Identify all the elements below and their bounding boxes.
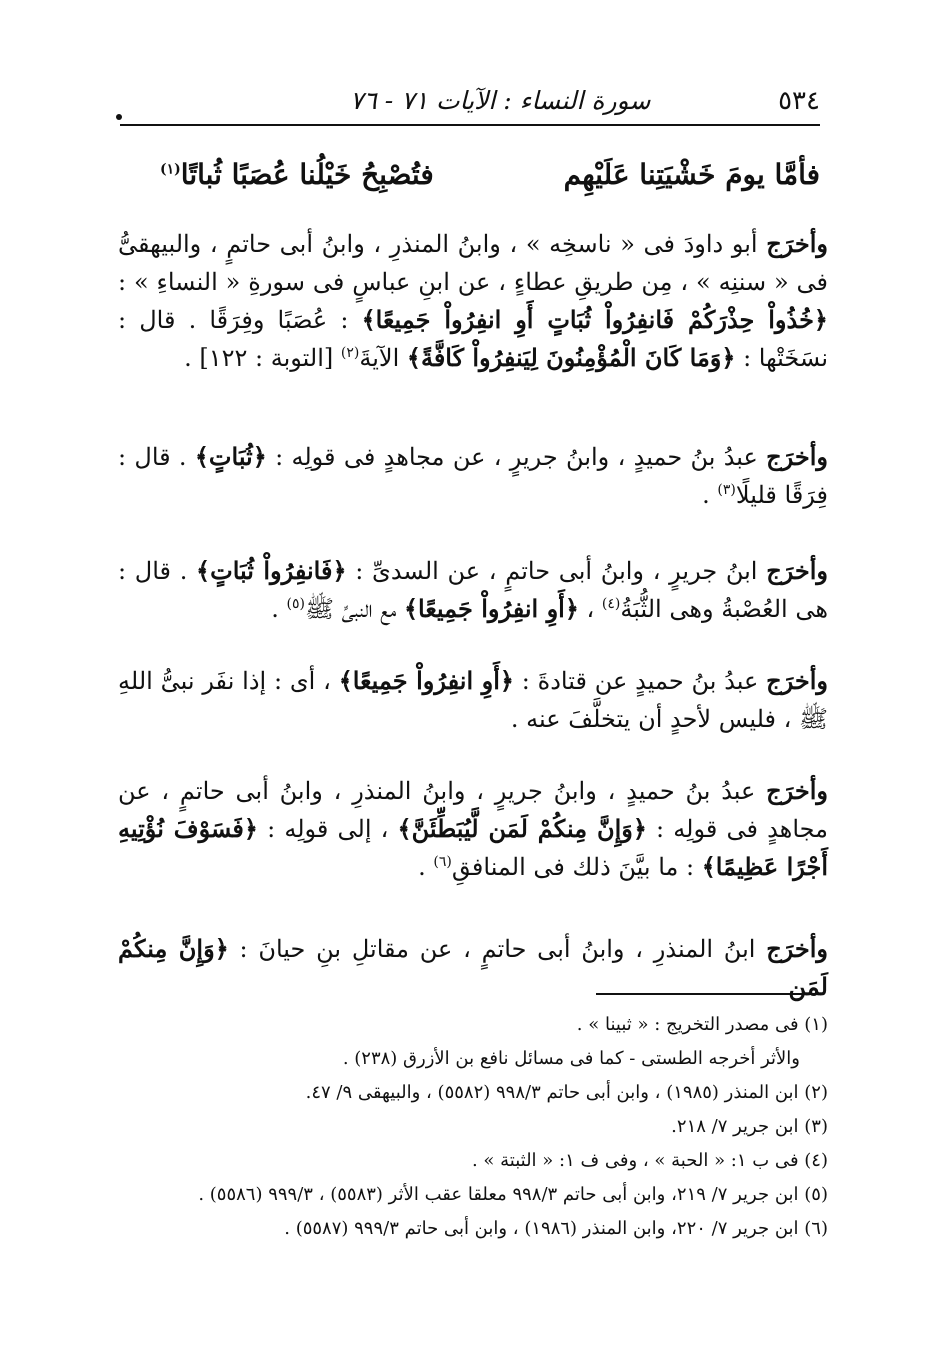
page-number: ٥٣٤ (778, 86, 820, 116)
paragraph (118, 662, 828, 738)
poem-verse (160, 158, 820, 208)
verse-second-hemistich: فتُصْبِحُ خَيْلُنا عُصَبًا ثُباتًا$^{(١)}$ (160, 158, 434, 191)
paragraph-text: [التوبة : ١٢٢] . (184, 344, 341, 372)
footnote: (٢) ابن المنذر (١٩٨٥) ، وابن أبى حاتم ٩٩٨/٣ (٥٥٨٢) ، والبيهقى ٩/ ٤٧. (305, 1082, 828, 1103)
paragraph-text: : ما بيَّنَ ذلك فى المنافقِ (451, 853, 702, 881)
quran-quote: ﴿ثُبَاتٍ﴾ (194, 442, 267, 471)
quran-quote: ﴿وَإِنَّ مِنكُمْ لَمَن لَّيُبَطِّئَنَّ﴾ (397, 814, 647, 843)
running-title: سورة النساء : الآيات ٧١ - ٧٦ (350, 86, 651, 115)
quran-quote: ﴿خُذُواْ حِذْرَكُمْ فَانفِرُواْ ثُبَاتٍ أَوِ انفِرُواْ جَمِيعًا﴾ (361, 305, 828, 334)
paragraph-text: مع النبىِّ ﷺ (305, 595, 404, 623)
paragraph-text: أبو داودَ فى « ناسخِه » ، وابنُ المنذرِ ، وابنُ أبى حاتمٍ ، والبيهقىُّ فى « سننِه » ، مِن طريقِ عطاءٍ ، عن ابنِ عباسٍ فى سورةِ « النساءِ » : (118, 230, 828, 296)
footnote: (٣) ابن جرير ٧/ ٢١٨. (671, 1116, 828, 1137)
paragraph-text: . قال : هى العُصْبةُ وهى الثُّبَةُ (118, 557, 828, 623)
paragraph-text: ابنُ المنذرِ ، وابنُ أبى حاتمٍ ، عن مقاتلِ بنِ حيانَ : (228, 935, 767, 963)
header-dot (116, 114, 122, 120)
footnote-ref: (٢) (340, 345, 360, 361)
paragraph-lead: وأخرَج (766, 934, 829, 963)
paragraph-text: ، (578, 595, 602, 623)
footnote-separator (596, 993, 822, 995)
paragraph-text: الآيةَ (359, 344, 407, 372)
paragraph-text: ابنُ جريرٍ ، وابنُ أبى حاتمٍ ، عن السدىِّ : (346, 557, 767, 585)
paragraph-lead: وأخرَج (766, 556, 829, 585)
paragraph-lead: وأخرَج (766, 229, 829, 258)
quran-quote: ﴿فَسَوْفَ نُؤْتِيهِ أَجْرًا عَظِيمًا﴾ (118, 814, 828, 881)
paragraph-text: عبدُ بنُ حميدٍ ، وابنُ جريرٍ ، عن مجاهدٍ فى قولِه : (266, 443, 767, 471)
page-header (120, 84, 820, 126)
paragraph-lead: وأخرَج (766, 776, 828, 805)
footnote-ref: (٦) (433, 854, 452, 870)
footnote: (٤) فى ب ١: « الحبة » ، وفى ف ١: « الثبتة » . (471, 1150, 828, 1171)
paragraph-text: . (271, 595, 287, 623)
paragraph-text: عبدُ بنُ حميدٍ عن قتادةَ : (513, 667, 767, 695)
paragraph (118, 225, 828, 377)
footnote-ref: (١) (160, 161, 181, 178)
paragraph-lead: وأخرَج (766, 442, 828, 471)
paragraph (118, 438, 828, 514)
quran-quote: ﴿وَإِنَّ مِنكُمْ لَمَن (118, 934, 828, 1001)
footnote-ref: (٤) (601, 596, 621, 612)
quran-quote: ﴿فَانفِرُواْ ثُبَاتٍ﴾ (196, 556, 347, 585)
verse-first-hemistich: فأمَّا يومَ خَشْيَتِنا عَلَيْهِم (563, 158, 820, 191)
paragraph (118, 772, 828, 886)
footnote: (٥) ابن جرير ٧/ ٢١٩، وابن أبى حاتم ٩٩٨/٣ معلقا عقب الأثر (٥٥٨٣) ، ٩٩٩/٣ (٥٥٨٦) . (198, 1184, 828, 1205)
paragraph (118, 552, 828, 628)
paragraph-text: . (702, 481, 718, 509)
footnote: والأثر أخرجه الطستى - كما فى مسائل نافع بن الأزرق (٢٣٨) . (342, 1048, 800, 1069)
paragraph-text: : عُصَبًا وفِرَقًا . قال : نسَخَتْها : (118, 306, 828, 372)
footnote-ref: (٣) (717, 482, 736, 498)
paragraph-text: . (418, 853, 434, 881)
quran-quote: ﴿وَمَا كَانَ الْمُؤْمِنُونَ لِيَنفِرُواْ كَافَّةً﴾ (406, 343, 736, 372)
quran-quote: ﴿أَوِ انفِرُواْ جَمِيعًا﴾ (338, 666, 514, 695)
paragraph-text: ، أى : إذا نفَر نبىُّ اللهِ ﷺ ، فليس لأحدٍ أن يتخلَّفَ عنه . (118, 667, 828, 733)
paragraph-text: . قال : فِرَقًا قليلًا (118, 443, 828, 509)
paragraph-text: عبدُ بنُ حميدٍ ، وابنُ جريرٍ ، وابنُ المنذرِ ، وابنُ أبى حاتمٍ ، عن مجاهدٍ فى قولِه : (118, 777, 829, 843)
footnote: (٦) ابن جرير ٧/ ٢٢٠، وابن المنذر (١٩٨٦) ، وابن أبى حاتم ٩٩٩/٣ (٥٥٨٧) . (284, 1218, 828, 1239)
paragraph-text: ، إلى قولِه : (257, 815, 398, 843)
quran-quote: ﴿أَوِ انفِرُواْ جَمِيعًا﴾ (403, 594, 579, 623)
footnote: (١) فى مصدر التخريج : « ثبينا » . (576, 1014, 828, 1035)
paragraph-lead: وأخرَج (766, 666, 828, 695)
footnote-ref: (٥) (286, 596, 305, 612)
